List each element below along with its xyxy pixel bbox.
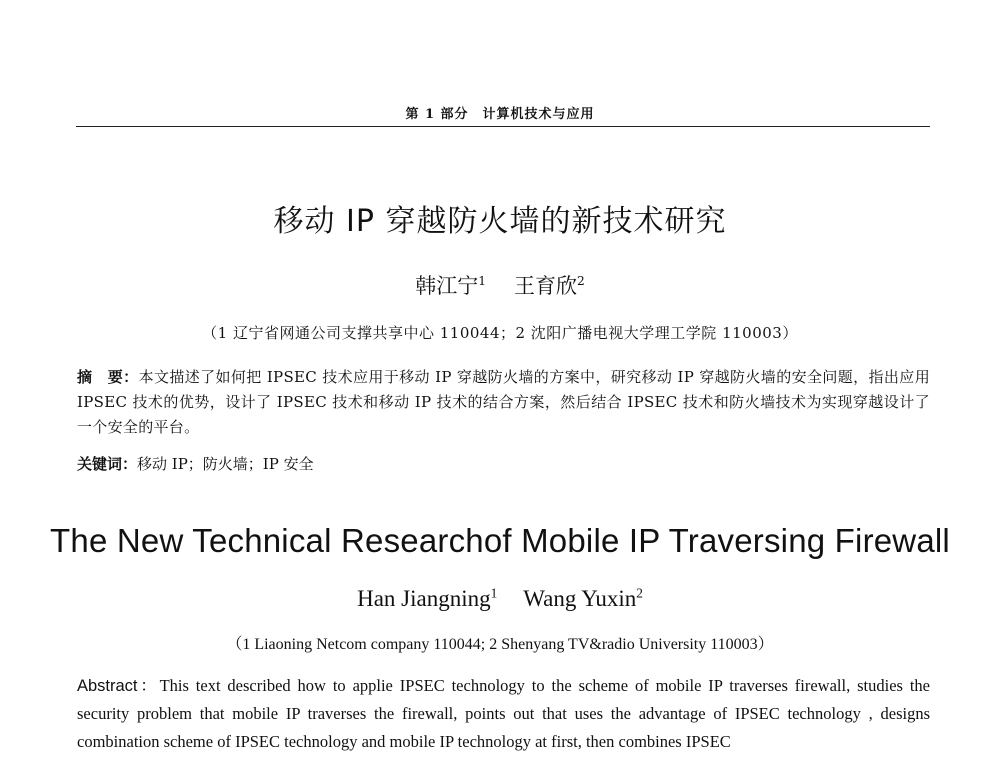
chinese-abstract-text: 本文描述了如何把 IPSEC 技术应用于移动 IP 穿越防火墙的方案中，研究移动 IP 穿越防火墙的安全问题，指出应用 IPSEC 技术的优势，设计了 IPSEC 技术和移动 IP 技术的结合方案，然后结合 IPSEC 技术和防火墙技术为实现穿越设计了一个安全的平台。: [77, 368, 930, 436]
english-author-name-2: Wang Yuxin: [523, 586, 637, 611]
author-mark-1: 1: [478, 274, 486, 288]
english-author-name-1: Han Jiangning: [357, 586, 491, 611]
chinese-keywords-text: 移动 IP；防火墙；IP 安全: [137, 455, 314, 473]
chinese-keywords-label: 关键词：: [77, 455, 138, 473]
header-rule: [76, 126, 930, 127]
chinese-authors: [0, 270, 1000, 300]
english-abstract-text: This text described how to applie IPSEC technology to the scheme of mobile IP traverses firewall, studies the security problem that mobile IP traverses the firewall, points out that uses the advantage of IPSEC technology , designs combination scheme of IPSEC technology and mobile IP technology at first, then combines IPSEC: [77, 676, 930, 751]
english-author-mark-1: 1: [490, 585, 498, 601]
chinese-title: 移动 IP 穿越防火墙的新技术研究: [273, 204, 727, 239]
author-name-2: 王育欣: [514, 274, 577, 298]
english-abstract-label: Abstract：: [77, 677, 160, 695]
chinese-abstract-label: 摘 要：: [77, 368, 139, 386]
chinese-affiliation: （1 辽宁省网通公司支撑共享中心 110044；2 沈阳广播电视大学理工学院 110003）: [202, 324, 798, 342]
english-authors: [0, 586, 1000, 612]
running-header: 第 1 部分 计算机技术与应用: [405, 107, 595, 122]
chinese-abstract: [77, 365, 930, 440]
english-title: The New Technical Researchof Mobile IP Traversing Firewall: [50, 522, 950, 559]
english-abstract: [77, 672, 930, 756]
chinese-keywords: [77, 453, 314, 474]
author-name-1: 韩江宁: [415, 274, 479, 298]
english-author-mark-2: 2: [636, 585, 643, 601]
english-affiliation: （1 Liaoning Netcom company 110044; 2 Shenyang TV&radio University 110003）: [226, 636, 774, 653]
author-mark-2: 2: [577, 274, 585, 288]
